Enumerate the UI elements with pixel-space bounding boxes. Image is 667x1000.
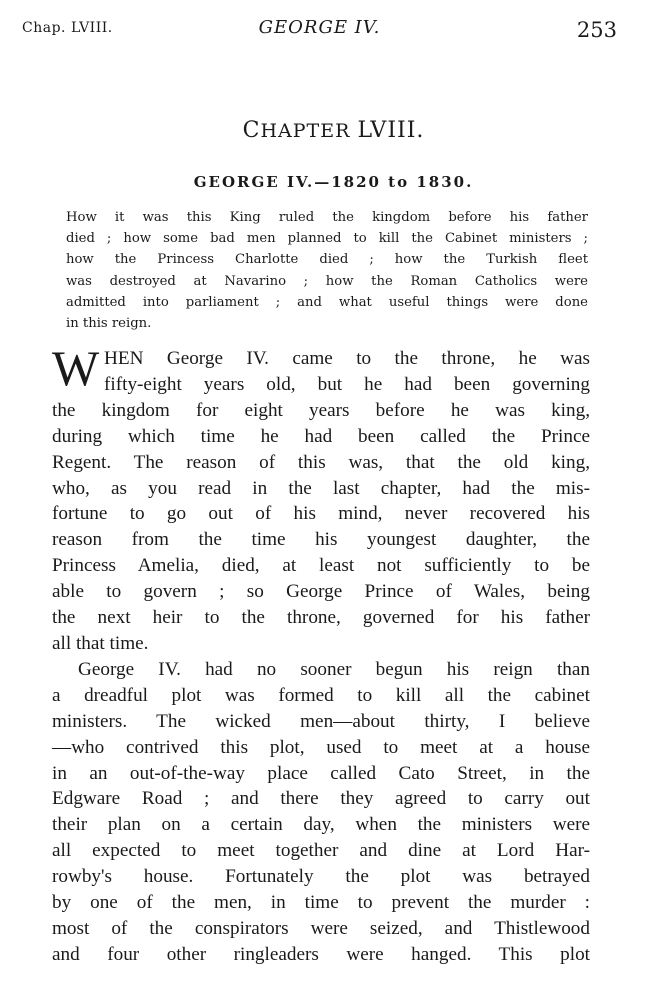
paragraph-line: all that time.	[52, 632, 149, 654]
running-head	[22, 14, 617, 44]
chapter-heading-word: HAPTER	[260, 120, 351, 142]
paragraph-line: and four other ringleaders were hanged. This plot	[52, 943, 590, 965]
paragraph-line: their plan on a certain day, when the ministers were	[52, 814, 590, 836]
chapter-summary	[66, 207, 588, 334]
summary-line: how the Princess Charlotte died ; how the Turkish fleet	[66, 252, 588, 268]
paragraph-line: by one of the men, in time to prevent the murder :	[52, 892, 590, 914]
paragraph-line: —who contrived this plot, used to meet at a house	[52, 736, 590, 758]
paragraph-line: the kingdom for eight years before he was king,	[52, 399, 590, 421]
paragraph-line: Princess Amelia, died, at least not sufficiently to be	[52, 555, 590, 577]
running-head-chapter: Chap. LVIII.	[22, 20, 113, 36]
summary-line: How it was this King ruled the kingdom before his father	[66, 210, 588, 225]
paragraph-line: fortune to go out of his mind, never recovered his	[52, 503, 590, 525]
paragraph-line: George IV. had no sooner begun his reign than	[78, 658, 590, 680]
body-text	[52, 346, 590, 968]
paragraph-line: reason from the time his youngest daughter, the	[52, 529, 590, 551]
paragraph-line: ministers. The wicked men—about thirty, I believe	[52, 710, 590, 732]
paragraph-line: able to govern ; so George Prince of Wales, being	[52, 581, 590, 603]
paragraph-line: Edgware Road ; and there they agreed to carry out	[52, 788, 590, 810]
paragraph-line: who, as you read in the last chapter, had the mis-	[52, 477, 590, 499]
paragraph-line: all expected to meet together and dine at Lord Har-	[52, 840, 590, 862]
chapter-heading	[0, 118, 667, 143]
paragraph-line: HEN George IV. came to the throne, he was	[104, 348, 590, 369]
paragraph-line: a dreadful plot was formed to kill all the cabinet	[52, 684, 590, 706]
paragraph-line: rowby's house. Fortunately the plot was betrayed	[52, 866, 590, 888]
summary-line: died ; how some bad men planned to kill the Cabinet ministers ;	[66, 231, 588, 247]
summary-line: admitted into parliament ; and what useful things were done	[66, 294, 588, 310]
paragraph-line: the next heir to the throne, governed for his father	[52, 607, 590, 629]
chapter-subtitle: GEORGE IV.—1820 to 1830.	[193, 173, 474, 191]
chapter-heading-initial: C	[242, 118, 261, 143]
paragraph-line: fifty-eight years old, but he had been governing	[104, 373, 590, 395]
summary-line: was destroyed at Navarino ; how the Roman Catholics were	[66, 273, 588, 289]
paragraph-line: most of the conspirators were seized, and Thistlewood	[52, 917, 590, 939]
paragraph-line: during which time he had been called the Prince	[52, 425, 590, 447]
paragraph-line: Regent. The reason of this was, that the old king,	[52, 451, 590, 473]
paragraph-line: in an out-of-the-way place called Cato Street, in the	[52, 762, 590, 784]
running-head-title: GEORGE IV.	[258, 17, 381, 38]
page-number: 253	[576, 18, 617, 42]
summary-line: in this reign.	[66, 316, 152, 332]
drop-cap: W	[52, 340, 100, 396]
chapter-heading-number: LVIII.	[357, 118, 425, 143]
